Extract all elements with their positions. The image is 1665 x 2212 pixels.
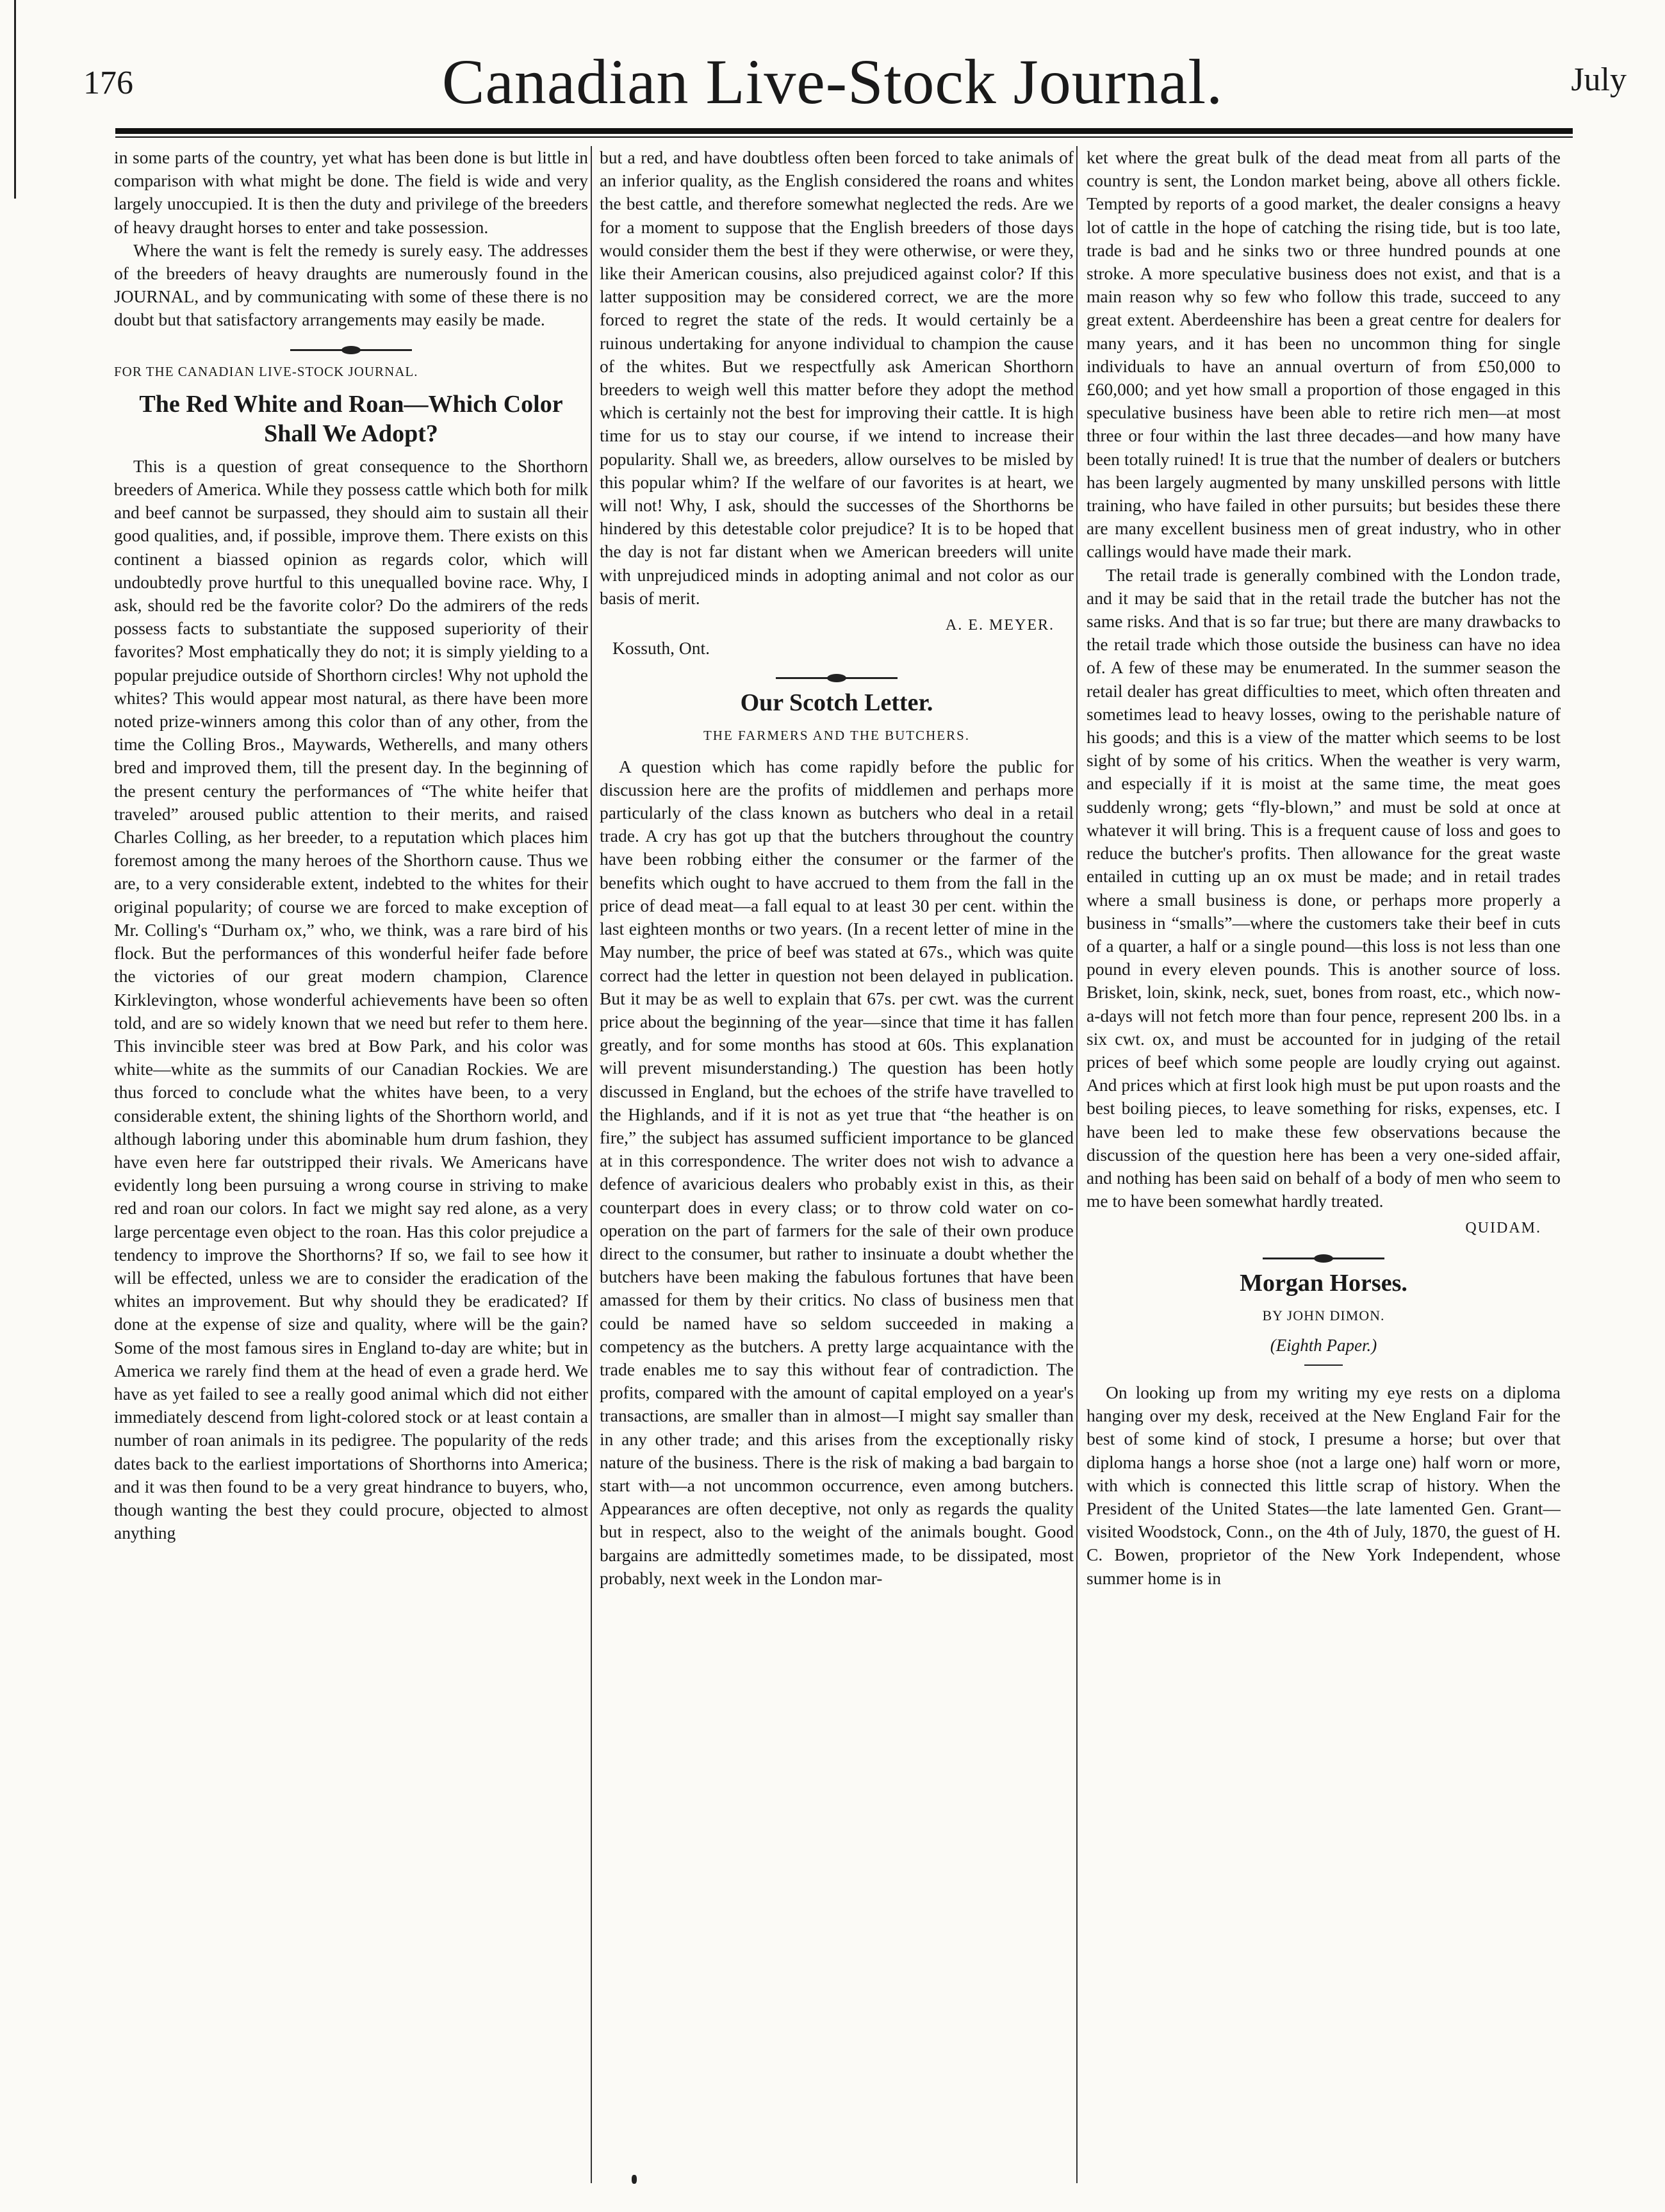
continuation-paragraph: The retail trade is generally combined with the London trade, and it may be said that in the retail trade the butcher has not the same risks. And that is so far true; but there are many drawbacks to the retail trade which those outside the business can have no idea of. A few of these may be enumerated. In the summer season the retail dealer has great difficulties to meet, which often threaten and sometimes lead to heavy losses, owing to the perishable nature of his goods; and this is a view of the matter which seems to be lost sight of by some of his critics. When the weather is very warm, and especially if it is moist at the same time, the meat goes suddenly wrong; gets “fly-blown,” and must be sold at once at whatever it will bring. This is a frequent cause of loss and goes to reduce the butcher's profits. Then allowance for the great waste entailed in cutting up an ox must be made; and in retail trades where a small business is done, or perhaps more properly a business in “smalls”—where the customers take their beef in cuts of a quarter, a half or a single pound—this loss is not less than one pound in every eleven pounds. This is another source of loss. Brisket, loin, skink, neck, suet, bones from roast, etc., which now-a-days will not fetch more than four pence, represent 200 lbs. in a six cwt. ox, and must be accounted for in judging of the retail prices of beef which some people are loudly crying out against. And prices which at first look high must be put upon roasts and the best boiling pieces, to leave something for risks, expenses, etc. I have been led to make these few observations because the discussion of the question here has been a very one-sided affair, and nothing has been said on behalf of a body of men who seem to me to have been somewhat hardly treated. xyxy=(1087,564,1561,1211)
column-1 xyxy=(114,146,588,2190)
header-rule-thick xyxy=(115,128,1573,134)
article-title-morgan-horses: Morgan Horses. xyxy=(1240,1269,1407,1297)
paper-number-note: (Eighth Paper.) xyxy=(1270,1335,1377,1355)
article-paragraph: A question which has come rapidly before the public for discussion here are the profits of middlemen and perhaps more particularly of the class known as butchers who deal in a retail trade. A cry has got up that the butchers throughout the country have been robbing either the consumer or the farmer of the benefits which ought to have accrued to them from the fall in the price of dead meat—a fall equal to at least 30 per cent. within the last eighteen months or two years. (In a recent letter of mine in the May number, the price of beef was stated at 67s., which was quite correct had the letter in question not been delayed in publication. But it may be as well to explain that 67s. per cwt. was the current price about the beginning of the year—since that time it has fallen greatly, and for some months has stood at 60s. This explanation will prevent misunderstanding.) The question has been hotly discussed in England, but the echoes of the strife have travelled to the Highlands, and if it is not as yet true that “the heather is on fire,” the subject has assumed sufficient importance to be glanced at in this correspondence. The writer does not wish to advance a defence of avaricious dealers who probably exist in this, as their counterpart does in every class; or to throw cold water on co-operation on the part of farmers for the sale of their own produce direct to the consumer, but rather to insinuate a doubt whether the butchers have been making the fabulous fortunes that have been amassed for them by their critics. No class of business men that could be named have so seldom succeeded in making a competency as the butchers. A pretty large acquaintance with the trade enables me to say this without fear of contradiction. The profits, compared with the amount of capital employed on a year's transactions, are smaller than in almost—I might say smaller than in any other trade; and this arises from the exceptionally risky nature of the business. There is the risk of making a bad bargain to start with—a not uncommon occurrence, even among butchers. Appearances are often deceptive, not only as regards the quality but in respect, also to the weight of the animals bought. Good bargains are admittedly sometimes made, to be dissipated, most probably, next week in the London mar- xyxy=(600,756,1074,1588)
article-paragraph: This is a question of great consequence to the Shorthorn breeders of America. While they possess cattle which both for milk and beef cannot be surpassed, they should aim to sustain all their good qualities, and, if possible, improve them. There exists on this continent a biassed opinion as regards color, which will undoubtedly prove hurtful to this unequalled bovine race. Why, I ask, should red be the favorite color? Do the admirers of the reds possess facts to substantiate the supposed superiority of their favorites? Most emphatically they do not; it is simply yielding to a popular prejudice outside of Shorthorn circles! Why not uphold the whites? This would appear most natural, as there have been more noted prize-winners among this color than of any other, from the time the Colling Bros., Maywards, Wetherells, and many others bred and improved them, till the present day. In the beginning of the present century the performances of “The white heifer that traveled” aroused public attention to their merits, and raised Charles Colling, as her breeder, to a reputation which places him foremost among the many heroes of the Shorthorn cause. Thus we are, to a very considerable extent, indebted to the whites for their original popularity; of course we are forced to make exception of Mr. Colling's “Durham ox,” who, we think, was a rare bird of his flock. But the performances of this wonderful heifer fade before the victories of our great modern champion, Clarence Kirklevington, whose wonderful achievements have been so often told, and are so widely known that we need but refer to them here. This invincible steer was bred at Bow Park, and his color was white—white as the summits of our Canadian Rockies. We are thus forced to conclude what the whites have been, to a very considerable extent, the shining lights of the Shorthorn world, and although laboring under this abominable hum drum fashion, they have even here far outstripped their rivals. We Americans have evidently long been pursuing a wrong course in striving to make red and roan our colors. In fact we might say red alone, as a very large percentage even object to the roan. Has this color prejudice a tendency to improve the Shorthorns? If so, we fail to see how it will be effected, unless we are to consider the eradication of the whites an improvement. But why should they be eradicated? If done at the expense of size and quality, where will be the gain? Some of the most famous sires in England to-day are white; but in America we rarely find them at the head of even a grade herd. We have as yet failed to see a really good animal which did not either immediately descend from light-colored stock or at least contain a number of roan animals in its pedigree. The popularity of the reds dates back to the earliest importations of Shorthorns into America; and it was then found to be a very great hindrance to buyers, who, though wanting the best they could procure, objected to almost anything xyxy=(114,455,588,1543)
header-rule-thin xyxy=(115,136,1573,138)
article-paragraph: On looking up from my writing my eye rests on a diploma hanging over my desk, received at the New England Fair for the best of some kind of stock, I presume a horse; but over that diploma hangs a horse shoe (not a large one) half worn or more, with which is connected this little scrap of history. When the President of the United States—the late lamented Gen. Grant—visited Woodstock, Conn., on the 4th of July, 1870, the guest of H. C. Bowen, proprietor of the New York Independent, whose summer home is in xyxy=(1087,1382,1561,1588)
continuation-paragraph: in some parts of the country, yet what has been done is but little in comparison with what might be done. The field is wide and very largely unoccupied. It is then the duty and privilege of the breeders of heavy draught horses to enter and take possession. xyxy=(114,147,588,237)
page-number: 176 xyxy=(83,65,133,101)
article-title-red-white-roan: The Red White and Roan—Which Color Shall We Adopt? xyxy=(139,390,563,447)
article-subtitle: THE FARMERS AND THE BUTCHERS. xyxy=(703,728,970,744)
column-3 xyxy=(1087,146,1561,2190)
column-divider xyxy=(1076,146,1078,2183)
masthead-title: Canadian Live-Stock Journal. xyxy=(441,46,1224,117)
article-title-scotch-letter: Our Scotch Letter. xyxy=(740,689,933,717)
author-signature: QUIDAM. xyxy=(1465,1220,1541,1237)
page-header xyxy=(0,0,1665,147)
article-byline: BY JOHN DIMON. xyxy=(1262,1307,1385,1323)
column-2 xyxy=(600,146,1074,2190)
column-divider xyxy=(591,146,592,2183)
article-credit: FOR THE CANADIAN LIVE-STOCK JOURNAL. xyxy=(114,363,418,379)
section-ornament xyxy=(600,670,1074,679)
footer-mark xyxy=(632,2175,637,2184)
short-rule xyxy=(1304,1364,1343,1366)
section-ornament xyxy=(114,342,588,351)
issue-month: July xyxy=(1571,61,1627,98)
author-place: Kossuth, Ont. xyxy=(612,638,710,659)
section-ornament xyxy=(1087,1250,1561,1259)
author-signature: A. E. MEYER. xyxy=(946,617,1054,634)
continuation-paragraph: but a red, and have doubtless often been forced to take animals of an inferior quality, as the English considered the roans and whites the best cattle, and therefore somewhat neglected the reds. Are we for a moment to suppose that the English breeders of those days would consider them the best if they were otherwise, or were they, like their American cousins, also prejudiced against color? If this latter supposition may be considered correct, we are the more forced to regret the state of the reds. It would certainly be a ruinous undertaking for anyone individual to champion the cause of the whites. But we respectfully ask American Shorthorn breeders to weigh well this matter before they adopt the method which is certainly not the best for improving their cattle. It is high time for us to stay our course, if we intend to increase their popularity. Shall we, as breeders, allow ourselves to be misled by this popular whim? If the welfare of our favorites is at heart, we will not! Why, I ask, should the successes of the Shorthorns be hindered by this detestable color prejudice? It is to be hoped that the day is not far distant when we American breeders will unite with unprejudiced minds in adopting animal and not color as our basis of merit. xyxy=(600,147,1074,608)
continuation-paragraph: Where the want is felt the remedy is surely easy. The addresses of the breeders of heavy draughts are numerously found in the JOURNAL, and by communicating with some of these there is no doubt but that satisfactory arrangements may easily be made. xyxy=(114,240,588,330)
continuation-paragraph: ket where the great bulk of the dead meat from all parts of the country is sent, the London market being, above all others fickle. Tempted by reports of a good market, the dealer consigns a heavy lot of cattle in the hope of catching the rising tide, but is too late, trade is bad and he sinks two or three hundred pounds at one stroke. A more speculative business does not exist, and that is a main reason why so few who follow this trade, succeed to any great extent. Aberdeenshire has been a great centre for dealers for many years, and it has been no uncommon thing for single individuals to have an annual overturn of from £50,000 to £60,000; and yet how small a proportion of those engaged in this speculative business have been able to retire rich men—at most three or four within the last three decades—and how many have been totally ruined! It is true that the number of dealers or butchers has been largely augmented by many unskilled persons with little training, who have failed in other pursuits; but besides these there are many excellent business men of great industry, who in other callings would have made their mark. xyxy=(1087,147,1561,562)
